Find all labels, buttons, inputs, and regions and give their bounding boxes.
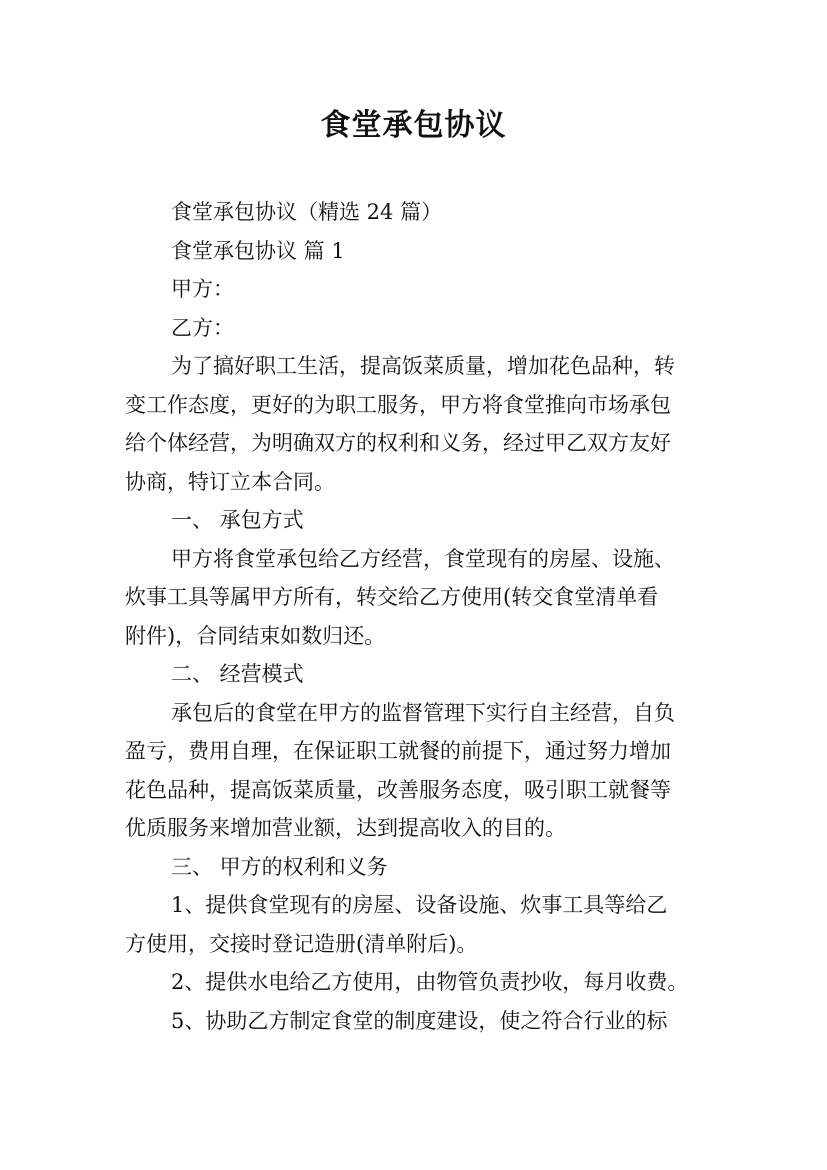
paragraph-line: 优质服务来增加营业额，达到提高收入的目的。 (125, 816, 566, 840)
paragraph-line: 5、协助乙方制定食堂的制度建设，使之符合行业的标 (171, 1008, 668, 1033)
paragraph-line: 方使用，交接时登记造册(清单附后)。 (125, 931, 478, 956)
paragraph-line: 给个体经营，为明确双方的权利和义务，经过甲乙双方友好 (125, 431, 671, 455)
paragraph-line: 炊事工具等属甲方所有，转交给乙方使用(转交食堂清单看 (125, 585, 659, 609)
document-body (125, 193, 715, 1040)
paragraph-line: 1、提供食堂现有的房屋、设备设施、炊事工具等给乙 (171, 893, 668, 917)
paragraph-line: 食堂承包协议（精选 24 篇） (171, 200, 443, 224)
paragraph-line: 变工作态度，更好的为职工服务，甲方将食堂推向市场承包 (125, 392, 671, 417)
paragraph-line: 乙方： (171, 315, 234, 340)
document-title: 食堂承包协议 (320, 108, 507, 143)
paragraph-line: 食堂承包协议 篇 1 (171, 238, 345, 263)
section-heading: 三、 甲方的权利和义务 (171, 854, 388, 879)
paragraph-line: 为了搞好职工生活，提高饭菜质量，增加花色品种，转 (171, 354, 675, 378)
paragraph-line: 盈亏，费用自理，在保证职工就餐的前提下，通过努力增加 (125, 739, 671, 763)
paragraph-line: 协商，特订立本合同。 (125, 469, 335, 494)
section-heading: 二、 经营模式 (171, 662, 304, 686)
section-heading: 一、 承包方式 (171, 508, 304, 532)
paragraph-line: 甲方将食堂承包给乙方经营，食堂现有的房屋、设施、 (171, 546, 675, 571)
paragraph-line: 2、提供水电给乙方使用，由物管负责抄收，每月收费。 (171, 970, 689, 994)
paragraph-line: 甲方： (171, 277, 234, 301)
paragraph-line: 附件)，合同结束如数归还。 (125, 623, 386, 648)
paragraph-line: 承包后的食堂在甲方的监督管理下实行自主经营，自负 (171, 700, 675, 725)
paragraph-line: 花色品种，提高饭菜质量，改善服务态度，吸引职工就餐等 (125, 777, 671, 802)
